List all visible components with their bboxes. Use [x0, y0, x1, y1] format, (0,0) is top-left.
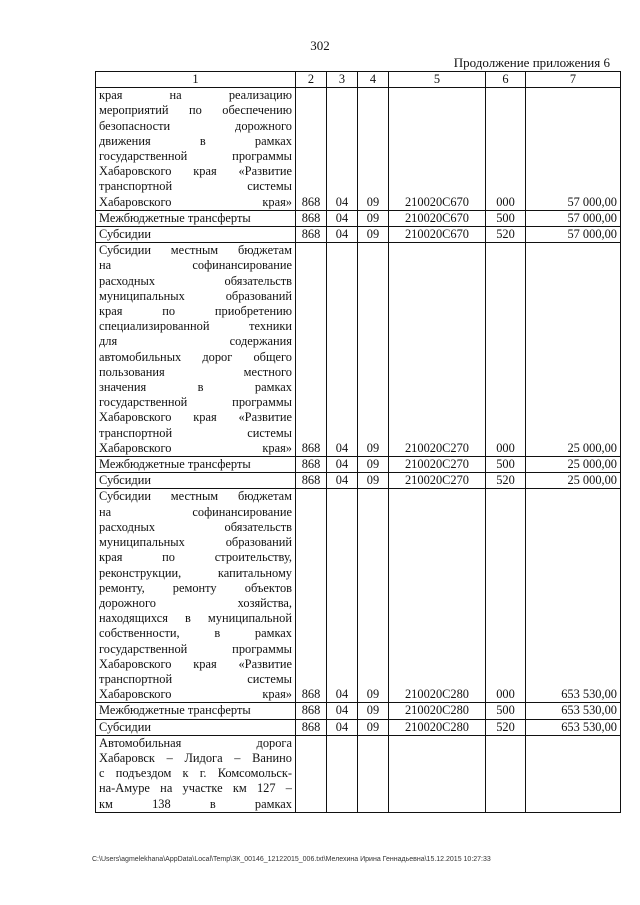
description-line: Хабаровского края»	[99, 440, 292, 455]
section-code: 04	[327, 489, 358, 703]
description-line: Межбюджетные трансферты	[99, 457, 251, 472]
amount: 653 530,00	[526, 489, 621, 703]
target-article: 210020С670	[389, 88, 486, 211]
description-line: на софинансирование	[99, 258, 292, 273]
description-line: Субсидии местным бюджетам	[99, 489, 292, 504]
expense-type: 520	[486, 227, 526, 243]
target-article: 210020С280	[389, 703, 486, 719]
row-description	[96, 457, 296, 473]
subsection-code: 09	[358, 210, 389, 226]
row-description	[96, 703, 296, 719]
description-line: безопасности дорожного	[99, 118, 292, 133]
description-line: транспортной системы	[99, 179, 292, 194]
amount	[526, 735, 621, 812]
section-code: 04	[327, 719, 358, 735]
description-line: находящихся в муниципальной	[99, 611, 292, 626]
ministry-code: 868	[296, 243, 327, 457]
expense-type: 500	[486, 703, 526, 719]
table-row	[96, 473, 621, 489]
table-row	[96, 735, 621, 812]
description-line: реконструкции, капитальному	[99, 565, 292, 580]
description-line: пользования местного	[99, 364, 292, 379]
amount: 653 530,00	[526, 719, 621, 735]
description-line: автомобильных дорог общего	[99, 349, 292, 364]
amount: 653 530,00	[526, 703, 621, 719]
subsection-code: 09	[358, 489, 389, 703]
header-col-1: 1	[96, 72, 296, 88]
target-article: 210020С270	[389, 473, 486, 489]
target-article: 210020С670	[389, 210, 486, 226]
description-line: Хабаровского края»	[99, 194, 292, 209]
description-line: края по приобретению	[99, 304, 292, 319]
expense-type: 520	[486, 719, 526, 735]
header-col-6: 6	[486, 72, 526, 88]
description-line: Субсидии	[99, 719, 151, 734]
header-col-4: 4	[358, 72, 389, 88]
description-line: края по строительству,	[99, 550, 292, 565]
description-line: расходных обязательств	[99, 273, 292, 288]
budget-table	[95, 71, 621, 813]
table-row	[96, 489, 621, 703]
description-line: ремонту, ремонту объектов	[99, 580, 292, 595]
row-description	[96, 473, 296, 489]
table-header-row	[96, 72, 621, 88]
description-line: Хабаровского края «Развитие	[99, 656, 292, 671]
row-description	[96, 210, 296, 226]
expense-type: 000	[486, 243, 526, 457]
section-code: 04	[327, 473, 358, 489]
subsection-code: 09	[358, 473, 389, 489]
expense-type: 500	[486, 210, 526, 226]
row-description	[96, 489, 296, 703]
section-code: 04	[327, 227, 358, 243]
description-line: собственности, в рамках	[99, 626, 292, 641]
description-line: транспортной системы	[99, 425, 292, 440]
amount: 57 000,00	[526, 210, 621, 226]
table-row	[96, 210, 621, 226]
description-line: транспортной системы	[99, 671, 292, 686]
continuation-label: Продолжение приложения 6	[453, 55, 610, 70]
table-row	[96, 457, 621, 473]
table-row	[96, 703, 621, 719]
description-line: Межбюджетные трансферты	[99, 210, 251, 225]
description-line: Субсидии	[99, 473, 151, 488]
description-line: специализированной техники	[99, 319, 292, 334]
description-line: на софинансирование	[99, 504, 292, 519]
description-line: Хабаровского края «Развитие	[99, 164, 292, 179]
description-line: мероприятий по обеспечению	[99, 103, 292, 118]
expense-type	[486, 735, 526, 812]
ministry-code: 868	[296, 473, 327, 489]
subsection-code: 09	[358, 227, 389, 243]
description-line: Автомобильная дорога	[99, 735, 292, 750]
description-line: Субсидии местным бюджетам	[99, 243, 292, 258]
ministry-code	[296, 735, 327, 812]
description-line: движения в рамках	[99, 133, 292, 148]
row-description	[96, 735, 296, 812]
amount: 25 000,00	[526, 473, 621, 489]
description-line: значения в рамках	[99, 380, 292, 395]
description-line: государственной программы	[99, 395, 292, 410]
expense-type: 500	[486, 457, 526, 473]
ministry-code: 868	[296, 489, 327, 703]
description-line: Хабаровского края»	[99, 687, 292, 702]
target-article: 210020С670	[389, 227, 486, 243]
description-line: с подъездом к г. Комсомольск-	[99, 766, 292, 781]
target-article: 210020С270	[389, 457, 486, 473]
subsection-code: 09	[358, 457, 389, 473]
amount: 25 000,00	[526, 243, 621, 457]
row-description	[96, 227, 296, 243]
target-article: 210020С270	[389, 243, 486, 457]
header-col-2: 2	[296, 72, 327, 88]
table-row	[96, 243, 621, 457]
section-code: 04	[327, 88, 358, 211]
page-number: 302	[310, 38, 330, 53]
ministry-code: 868	[296, 227, 327, 243]
table-row	[96, 227, 621, 243]
row-description	[96, 719, 296, 735]
ministry-code: 868	[296, 457, 327, 473]
expense-type: 520	[486, 473, 526, 489]
section-code: 04	[327, 457, 358, 473]
description-line: км 138 в рамках	[99, 796, 292, 811]
subsection-code: 09	[358, 88, 389, 211]
file-path-footer: C:\Users\agmelekhana\AppData\Local\Temp\ЗК_00146_12122015_006.txt\Мелехина Ирина Геннадьевна\15.12.2015 10:27:33	[92, 856, 491, 863]
description-line: муниципальных образований	[99, 288, 292, 303]
description-line: Хабаровского края «Развитие	[99, 410, 292, 425]
description-line: края на реализацию	[99, 88, 292, 103]
description-line: расходных обязательств	[99, 519, 292, 534]
section-code	[327, 735, 358, 812]
subsection-code: 09	[358, 243, 389, 457]
description-line: на-Амуре на участке км 127 –	[99, 781, 292, 796]
description-line: Хабаровск – Лидога – Ванино	[99, 750, 292, 765]
description-line: дорожного хозяйства,	[99, 595, 292, 610]
amount: 57 000,00	[526, 227, 621, 243]
description-line: Межбюджетные трансферты	[99, 703, 251, 718]
subsection-code: 09	[358, 703, 389, 719]
row-description	[96, 243, 296, 457]
section-code: 04	[327, 210, 358, 226]
header-col-7: 7	[526, 72, 621, 88]
description-line: государственной программы	[99, 149, 292, 164]
target-article: 210020С280	[389, 719, 486, 735]
table-row	[96, 719, 621, 735]
header-col-3: 3	[327, 72, 358, 88]
description-line: государственной программы	[99, 641, 292, 656]
table-row	[96, 88, 621, 211]
ministry-code: 868	[296, 210, 327, 226]
expense-type: 000	[486, 489, 526, 703]
row-description	[96, 88, 296, 211]
header-col-5: 5	[389, 72, 486, 88]
section-code: 04	[327, 243, 358, 457]
description-line: муниципальных образований	[99, 535, 292, 550]
description-line: для содержания	[99, 334, 292, 349]
target-article: 210020С280	[389, 489, 486, 703]
amount: 25 000,00	[526, 457, 621, 473]
amount: 57 000,00	[526, 88, 621, 211]
subsection-code: 09	[358, 719, 389, 735]
section-code: 04	[327, 703, 358, 719]
description-line: Субсидии	[99, 227, 151, 242]
subsection-code	[358, 735, 389, 812]
ministry-code: 868	[296, 88, 327, 211]
ministry-code: 868	[296, 703, 327, 719]
target-article	[389, 735, 486, 812]
ministry-code: 868	[296, 719, 327, 735]
expense-type: 000	[486, 88, 526, 211]
